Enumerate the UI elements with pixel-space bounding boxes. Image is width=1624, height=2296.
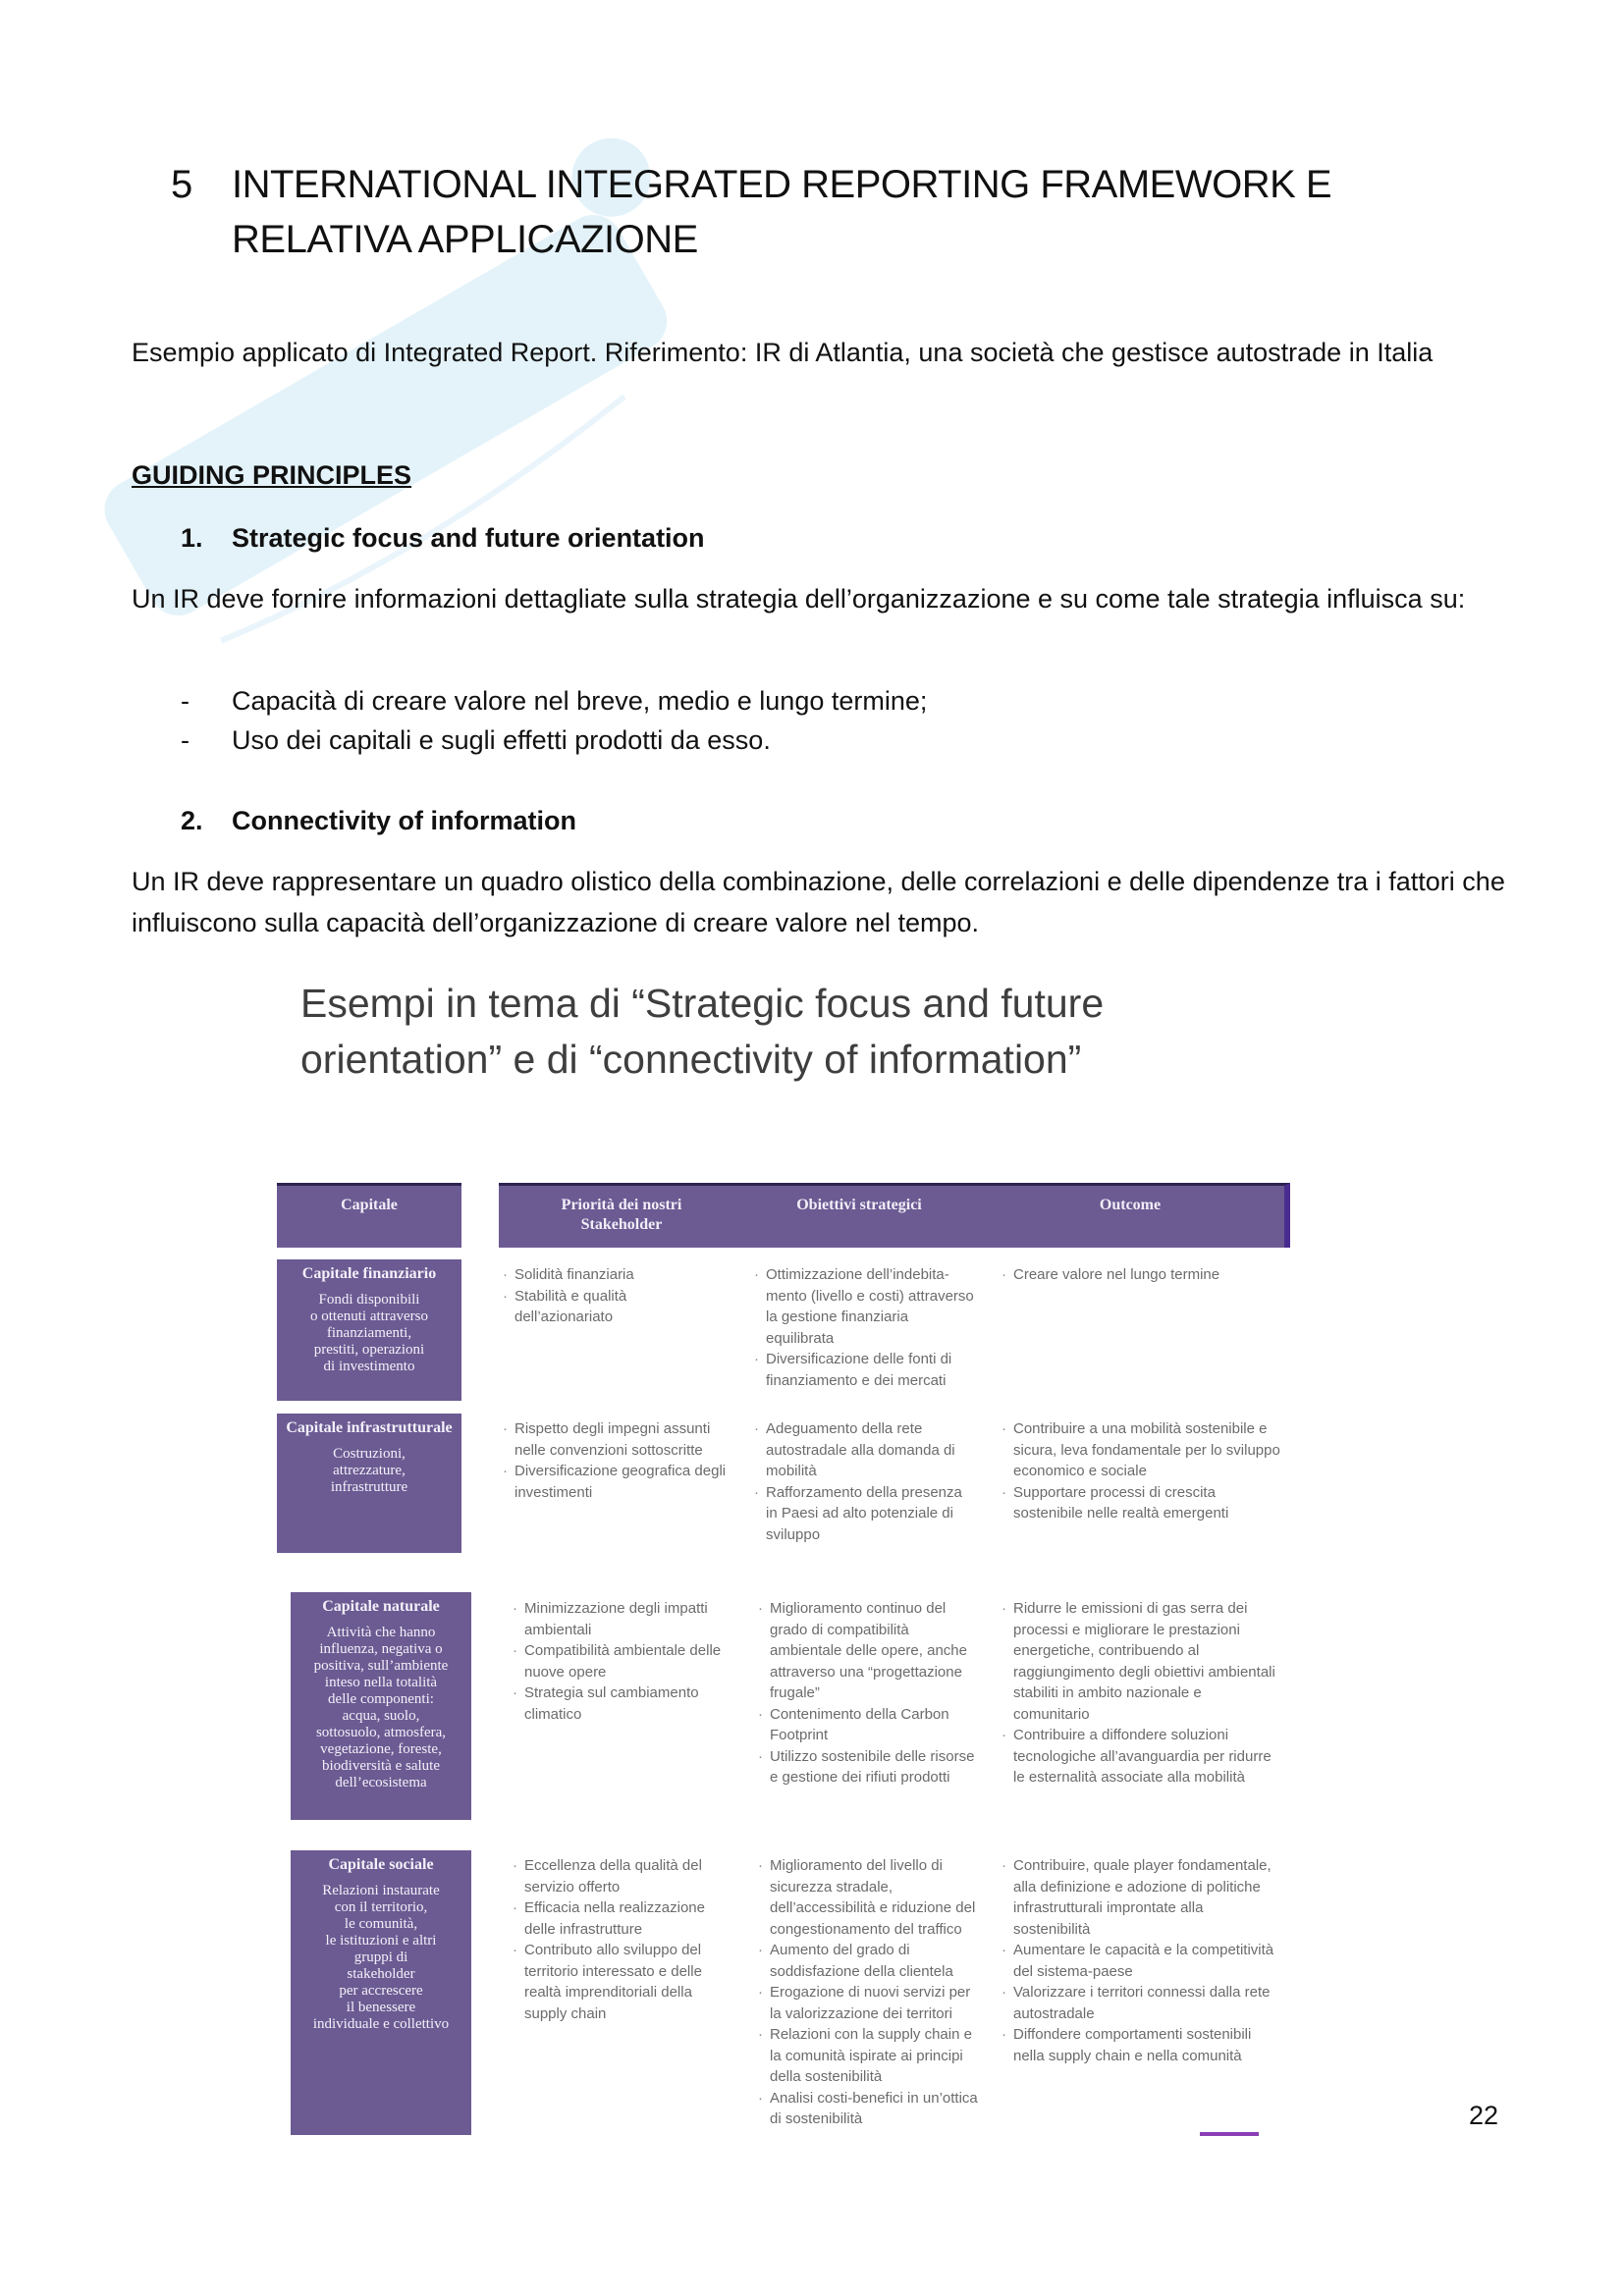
obiettivi-column	[754, 1418, 975, 1545]
list-item: · Solidità finanziaria	[503, 1264, 729, 1286]
priorita-column	[513, 1598, 748, 1725]
list-item: · Erogazione di nuovi servizi per la valorizzazione dei territori	[758, 1982, 979, 2024]
list-item: · Valorizzare i territori connessi dalla rete autostradale	[1001, 1982, 1281, 2024]
list-item: · Miglioramento continuo del grado di compatibilità ambientale delle opere, anche attraverso una “progettazione frugale”	[758, 1598, 979, 1704]
list-item: · Minimizzazione degli impatti ambientali	[513, 1598, 748, 1640]
list-item: · Strategia sul cambiamento climatico	[513, 1682, 748, 1725]
capitale-title: Capitale sociale	[328, 1856, 434, 1873]
intro-paragraph: Esempio applicato di Integrated Report. Riferimento: IR di Atlantia, una società che gestisce autostrade in Italia	[132, 338, 1434, 367]
list-item: · Contributo allo sviluppo del territorio interessato e delle realtà imprenditoriali della supply chain	[513, 1940, 738, 2024]
obiettivi-column	[754, 1264, 975, 1391]
list-item: · Ottimizzazione dell’indebita-mento (livello e costi) attraverso la gestione finanziaria equilibrata	[754, 1264, 975, 1349]
list-item: · Eccellenza della qualità del servizio offerto	[513, 1855, 738, 1897]
bullet-dash: -	[181, 725, 189, 755]
bullet-text: Capacità di creare valore nel breve, medio e lungo termine;	[232, 686, 928, 716]
capitale-title: Capitale finanziario	[301, 1265, 437, 1282]
obiettivi-column	[758, 1598, 979, 1789]
header-row	[499, 1183, 1290, 1248]
list-item: · Efficacia nella realizzazione delle infrastrutture	[513, 1897, 738, 1940]
outcome-column	[1001, 1418, 1281, 1524]
principle-number: 1.	[181, 523, 203, 553]
capitale-finanziario-box	[277, 1259, 461, 1401]
list-item: · Analisi costi-benefici in un’ottica di sostenibilità	[758, 2088, 979, 2130]
capitale-description: Attività che hanno influenza, negativa o positiva, sull’ambiente inteso nella totalità delle componenti: acqua, suolo, sottosuolo, atmosfera, vegetazione, foreste, biodiversità e salute dell’ecosistema	[313, 1625, 449, 1790]
list-item: · Diversificazione geografica degli investimenti	[503, 1461, 729, 1503]
header-obiettivi: Obiettivi strategici	[796, 1197, 922, 1213]
list-item: · Contribuire a diffondere soluzioni tecnologiche all’avanguardia per ridurre le esternalità associate alla mobilità	[1001, 1725, 1281, 1789]
header-outcome: Outcome	[1099, 1197, 1162, 1213]
list-item: · Creare valore nel lungo termine	[1001, 1264, 1276, 1286]
capitale-description: Costruzioni, attrezzature, infrastrutture	[330, 1446, 408, 1495]
principle-1-body: Un IR deve fornire informazioni dettagliate sulla strategia dell’organizzazione e su come tale strategia influisca su:	[132, 584, 1466, 614]
guiding-principles-title: GUIDING PRINCIPLES	[132, 460, 412, 490]
principle-title-text: Strategic focus and future orientation	[232, 523, 705, 553]
priorita-column	[503, 1264, 729, 1328]
list-item: · Adeguamento della rete autostradale alla domanda di mobilità	[754, 1418, 975, 1482]
list-item: · Compatibilità ambientale delle nuove opere	[513, 1640, 748, 1682]
outcome-column	[1001, 1264, 1276, 1286]
list-item: · Rispetto degli impegni assunti nelle convenzioni sottoscritte	[503, 1418, 729, 1461]
capitale-sociale-box	[291, 1850, 471, 2135]
list-item: · Miglioramento del livello di sicurezza stradale, dell’accessibilità e riduzione del congestionamento del traffico	[758, 1855, 979, 1940]
list-item: · Contenimento della Carbon Footprint	[758, 1704, 979, 1746]
list-item: · Supportare processi di crescita sostenibile nelle realtà emergenti	[1001, 1482, 1281, 1524]
page-number: 22	[1469, 2101, 1499, 2130]
list-item: · Ridurre le emissioni di gas serra dei processi e migliorare le prestazioni energetiche, contribuendo al raggiungimento degli obiettivi ambientali stabiliti in ambito nazionale e comunitario	[1001, 1598, 1281, 1725]
header-priorita: Priorità dei nostri Stakeholder	[561, 1197, 682, 1233]
outcome-column	[1001, 1598, 1281, 1789]
list-item: · Relazioni con la supply chain e la comunità ispirate ai principi della sostenibilità	[758, 2024, 979, 2088]
list-item: · Contribuire a una mobilità sostenibile e sicura, leva fondamentale per lo sviluppo economico e sociale	[1001, 1418, 1281, 1482]
heading-text: INTERNATIONAL INTEGRATED REPORTING FRAMEWORK E RELATIVA APPLICAZIONE	[232, 163, 1332, 261]
obiettivi-column	[758, 1855, 979, 2130]
list-item: · Utilizzo sostenibile delle risorse e gestione dei rifiuti prodotti	[758, 1746, 979, 1789]
bullet-text: Uso dei capitali e sugli effetti prodotti da esso.	[232, 725, 771, 755]
heading-number: 5	[171, 163, 192, 206]
list-item: · Diversificazione delle fonti di finanziamento e dei mercati	[754, 1349, 975, 1391]
list-item: · Stabilità e qualità dell’azionariato	[503, 1286, 729, 1328]
bullet-dash: -	[181, 686, 189, 716]
principle-title-text: Connectivity of information	[232, 806, 576, 835]
capitale-infrastrutturale-box	[277, 1414, 461, 1553]
list-item: · Diffondere comportamenti sostenibili nella supply chain e nella comunità	[1001, 2024, 1281, 2066]
list-item: · Aumentare le capacità e la competitività del sistema-paese	[1001, 1940, 1281, 1982]
capitale-title: Capitale naturale	[322, 1598, 440, 1615]
priorita-column	[513, 1855, 738, 2024]
list-item: · Aumento del grado di soddisfazione della clientela	[758, 1940, 979, 1982]
figure-title: Esempi in tema di “Strategic focus and future orientation” e di “connectivity of information”	[300, 981, 1105, 1082]
capitale-title: Capitale infrastrutturale	[286, 1419, 453, 1436]
capitale-description: Fondi disponibili o ottenuti attraverso finanziamenti, prestiti, operazioni di investimento	[310, 1292, 428, 1374]
priorita-column	[503, 1418, 729, 1503]
capitale-naturale-box	[291, 1592, 471, 1820]
slide-accent-bar	[1200, 2132, 1259, 2136]
capitale-description: Relazioni instaurate con il territorio, le comunità, le istituzioni e altri gruppi di stakeholder per accrescere il benessere individuale e collettivo	[312, 1883, 450, 2032]
outcome-column	[1001, 1855, 1281, 2066]
principle-number: 2.	[181, 806, 203, 835]
principle-2-body: Un IR deve rappresentare un quadro olistico della combinazione, delle correlazioni e delle dipendenze tra i fattori che influiscono sulla capacità dell’organizzazione di creare valore nel tempo.	[132, 867, 1505, 937]
list-item: · Rafforzamento della presenza in Paesi ad alto potenziale di sviluppo	[754, 1482, 975, 1546]
list-item: · Contribuire, quale player fondamentale, alla definizione e adozione di politiche infrastrutturali improntate alla sostenibilità	[1001, 1855, 1281, 1940]
header-capitale: Capitale	[277, 1183, 461, 1248]
